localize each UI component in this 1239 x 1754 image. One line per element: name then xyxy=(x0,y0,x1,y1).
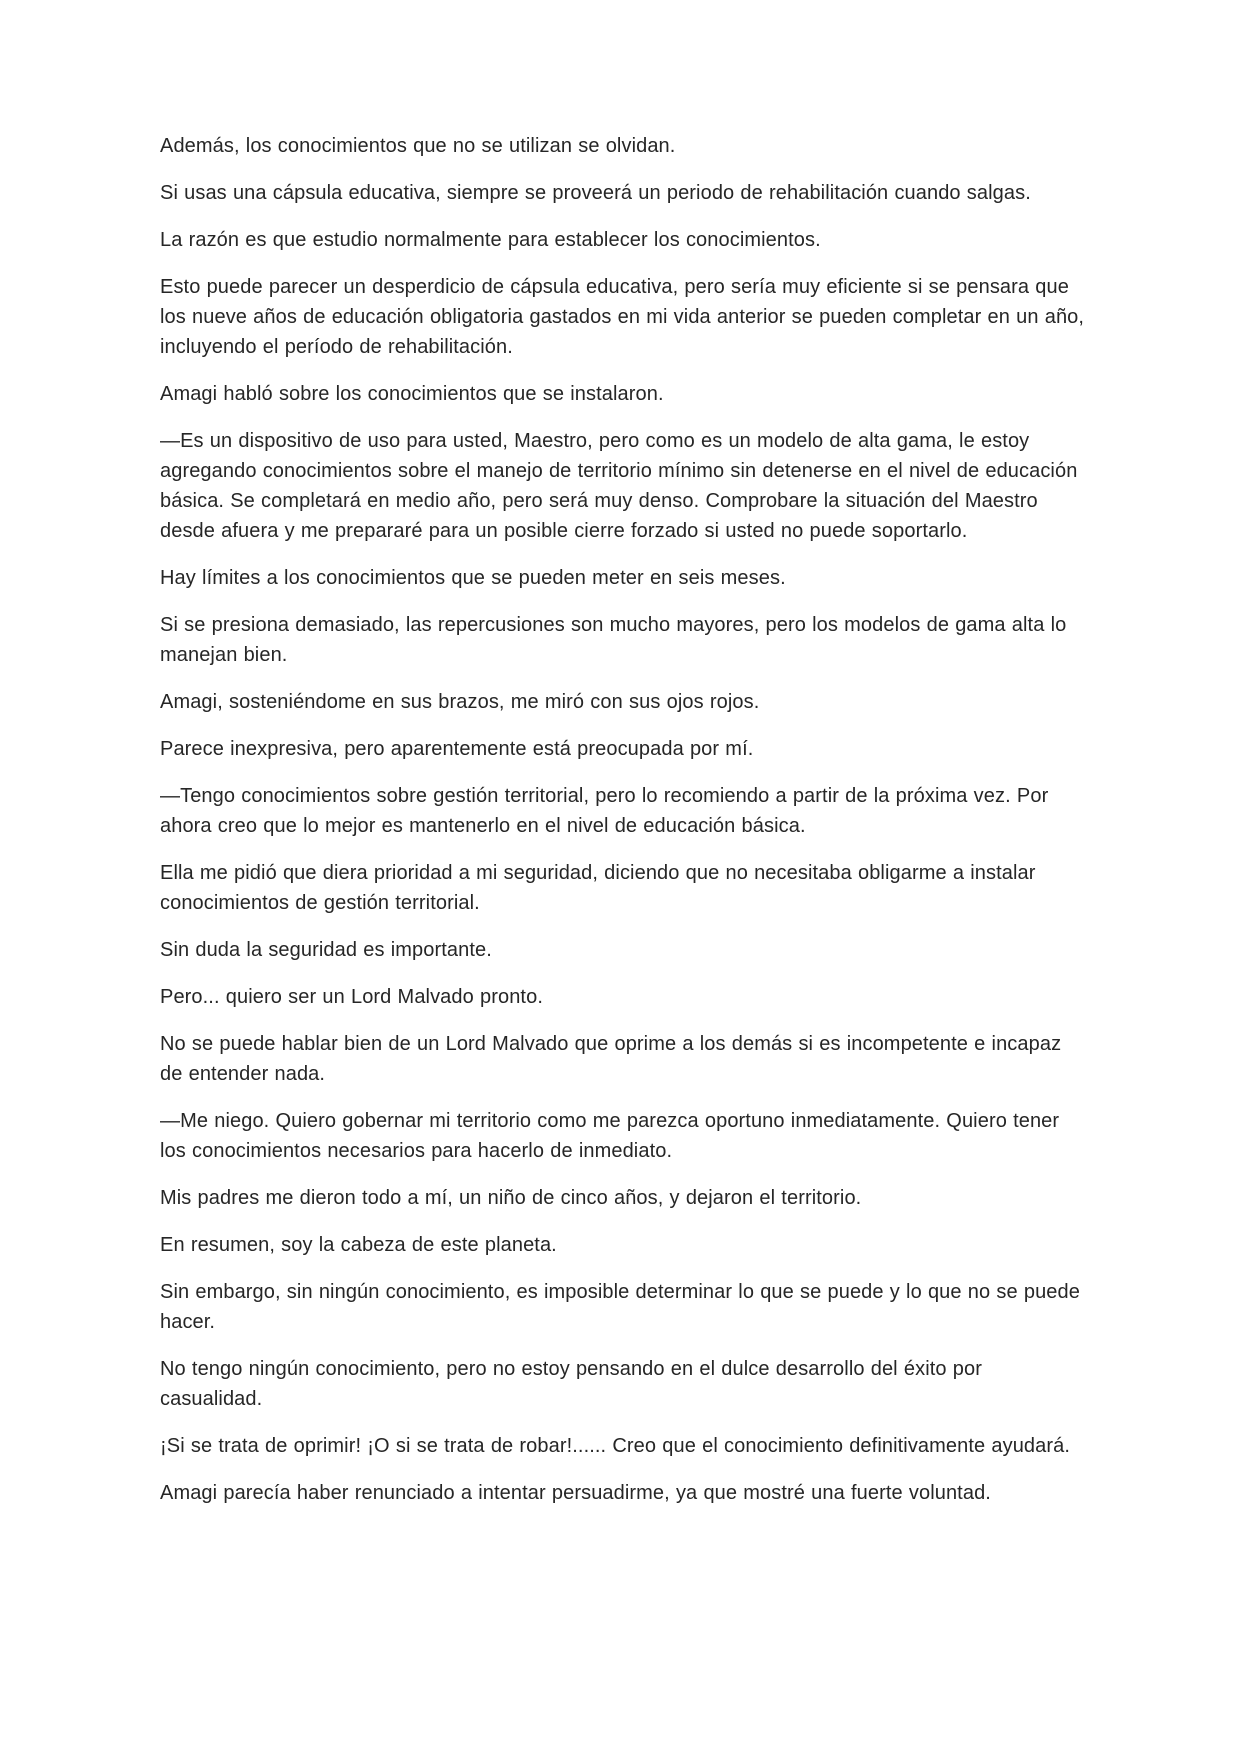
paragraph: Pero... quiero ser un Lord Malvado pronto. xyxy=(160,986,543,1008)
paragraph: ¡Si se trata de oprimir! ¡O si se trata de robar!...... Creo que el conocimiento definitivamente ayudará. xyxy=(160,1435,1071,1457)
paragraph: —Tengo conocimientos sobre gestión territorial, pero lo recomiendo a partir de la próxima vez. Por ahora creo que lo mejor es mantenerlo en el nivel de educación básica. xyxy=(160,785,1049,837)
paragraph: —Es un dispositivo de uso para usted, Maestro, pero como es un modelo de alta gama, le estoy agregando conocimientos sobre el manejo de territorio mínimo sin detenerse en el nivel de educación básica. Se completará en medio año, pero será muy denso. Comprobare la situación del Maestro desde afuera y me prepararé para un posible cierre forzado si usted no puede soportarlo. xyxy=(160,430,1078,542)
paragraph: No tengo ningún conocimiento, pero no estoy pensando en el dulce desarrollo del éxito por casualidad. xyxy=(160,1358,982,1410)
paragraph: Parece inexpresiva, pero aparentemente está preocupada por mí. xyxy=(160,738,754,760)
paragraph: En resumen, soy la cabeza de este planeta. xyxy=(160,1234,557,1256)
paragraph: Además, los conocimientos que no se utilizan se olvidan. xyxy=(160,135,676,157)
paragraph: Amagi parecía haber renunciado a intentar persuadirme, ya que mostré una fuerte voluntad. xyxy=(160,1482,991,1504)
paragraph: Hay límites a los conocimientos que se pueden meter en seis meses. xyxy=(160,567,786,589)
paragraph: No se puede hablar bien de un Lord Malvado que oprime a los demás si es incompetente e incapaz de entender nada. xyxy=(160,1033,1062,1085)
paragraph: Si usas una cápsula educativa, siempre se proveerá un periodo de rehabilitación cuando salgas. xyxy=(160,182,1031,204)
paragraph: —Me niego. Quiero gobernar mi territorio como me parezca oportuno inmediatamente. Quiero tener los conocimientos necesarios para hacerlo de inmediato. xyxy=(160,1110,1060,1162)
paragraph: Sin duda la seguridad es importante. xyxy=(160,939,492,961)
paragraph: Amagi habló sobre los conocimientos que se instalaron. xyxy=(160,383,664,405)
paragraph: Mis padres me dieron todo a mí, un niño de cinco años, y dejaron el territorio. xyxy=(160,1187,862,1209)
paragraph: La razón es que estudio normalmente para establecer los conocimientos. xyxy=(160,229,821,251)
paragraph: Sin embargo, sin ningún conocimiento, es imposible determinar lo que se puede y lo que no se puede hacer. xyxy=(160,1281,1080,1333)
paragraph: Ella me pidió que diera prioridad a mi seguridad, diciendo que no necesitaba obligarme a instalar conocimientos de gestión territorial. xyxy=(160,862,1036,914)
paragraph: Amagi, sosteniéndome en sus brazos, me miró con sus ojos rojos. xyxy=(160,691,760,713)
paragraph: Esto puede parecer un desperdicio de cápsula educativa, pero sería muy eficiente si se pensara que los nueve años de educación obligatoria gastados en mi vida anterior se pueden completar en un año, incluyendo el período de rehabilitación. xyxy=(160,276,1085,358)
document-text-body xyxy=(160,131,1088,1525)
paragraph: Si se presiona demasiado, las repercusiones son mucho mayores, pero los modelos de gama alta lo manejan bien. xyxy=(160,614,1067,666)
